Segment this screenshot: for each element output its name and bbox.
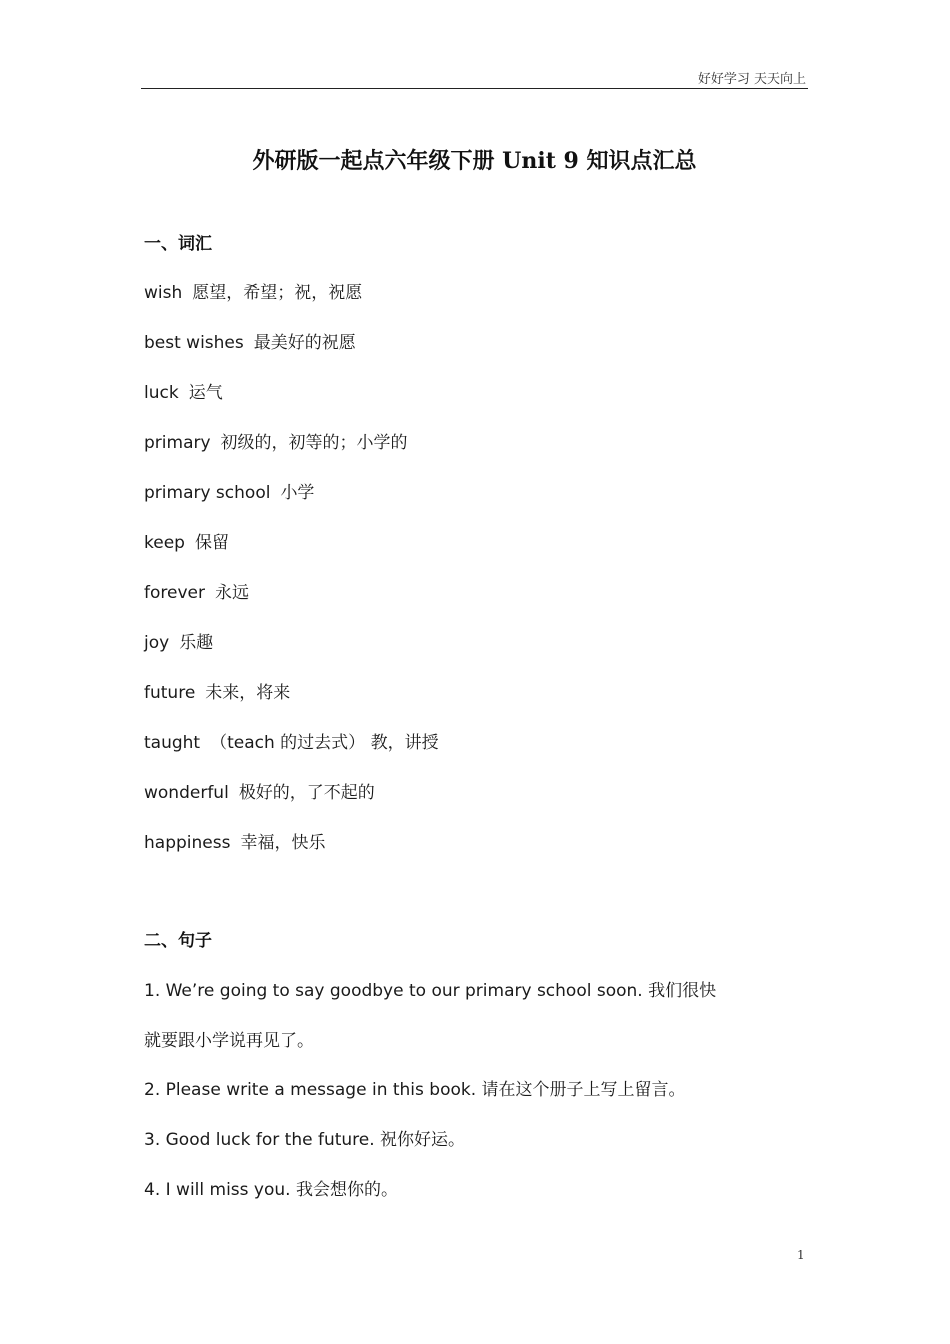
- page-number: 1: [797, 1248, 805, 1262]
- vocab-meaning: 愿望，希望；祝，祝愿: [192, 283, 363, 303]
- vocab-item: [144, 278, 362, 303]
- vocab-item: [144, 728, 439, 753]
- vocab-word: wish: [144, 283, 183, 303]
- vocab-word: future: [144, 683, 196, 703]
- vocab-meaning: 最美好的祝愿: [253, 333, 356, 353]
- page-header: [141, 66, 808, 89]
- sentence-line: 4. I will miss you. 我会想你的。: [144, 1180, 398, 1200]
- vocab-word: happiness: [144, 833, 231, 853]
- vocab-meaning: （teach 的过去式） 教，讲授: [210, 733, 439, 753]
- vocab-meaning: 未来，将来: [205, 683, 291, 703]
- vocab-item: [144, 478, 314, 503]
- vocab-word: luck: [144, 383, 179, 403]
- sentence-line: 1. We’re going to say goodbye to our primary school soon. 我们很快: [144, 981, 717, 1001]
- vocab-meaning: 小学: [280, 483, 315, 503]
- vocab-word: joy: [144, 633, 170, 653]
- vocab-word: primary: [144, 433, 211, 453]
- vocab-word: primary school: [144, 483, 271, 503]
- vocab-meaning: 永远: [214, 583, 249, 603]
- vocab-meaning: 初级的，初等的；小学的: [220, 433, 408, 453]
- vocab-heading: 一、词汇: [144, 234, 212, 254]
- vocab-meaning: 运气: [188, 383, 223, 403]
- sentence-line: 3. Good luck for the future. 祝你好运。: [144, 1130, 466, 1150]
- document-title: 外研版一起点六年级下册 Unit 9 知识点汇总: [252, 148, 697, 174]
- vocab-item: [144, 378, 223, 403]
- vocab-item: [144, 528, 229, 553]
- header-motto: 好好学习 天天向上: [697, 72, 806, 87]
- sentence-line: 2. Please write a message in this book. 请在这个册子上写上留言。: [144, 1080, 686, 1100]
- vocab-word: forever: [144, 583, 205, 603]
- vocab-word: keep: [144, 533, 185, 553]
- vocab-meaning: 极好的，了不起的: [238, 783, 375, 803]
- vocab-item: [144, 678, 290, 703]
- vocab-word: best wishes: [144, 333, 244, 353]
- vocab-meaning: 保留: [194, 533, 229, 553]
- vocab-item: [144, 828, 325, 853]
- vocab-word: taught: [144, 733, 201, 753]
- vocab-item: [144, 778, 375, 803]
- vocab-item: [144, 428, 408, 453]
- vocab-item: [144, 628, 213, 653]
- vocab-meaning: 幸福，快乐: [240, 833, 326, 853]
- vocab-meaning: 乐趣: [179, 633, 214, 653]
- vocab-item: [144, 578, 249, 603]
- sentences-heading: 二、句子: [144, 931, 212, 951]
- vocab-item: [144, 328, 356, 353]
- sentence-line: 就要跟小学说再见了。: [144, 1031, 314, 1051]
- vocab-word: wonderful: [144, 783, 229, 803]
